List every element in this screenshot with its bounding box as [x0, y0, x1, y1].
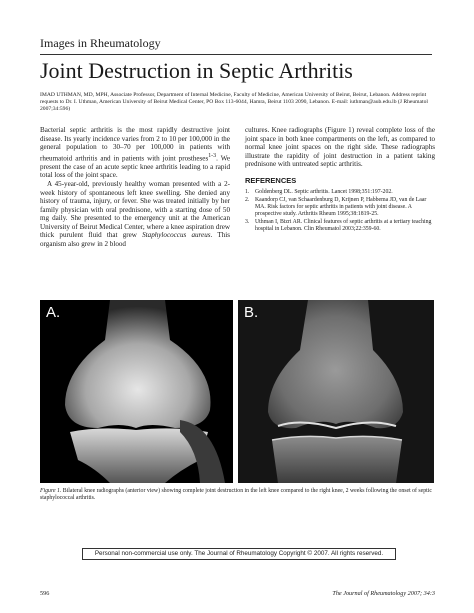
- section-divider: [40, 54, 432, 55]
- copyright-banner: Personal non-commercial use only. The Journal of Rheumatology Copyright © 2007. All rights reserved.: [82, 548, 396, 560]
- reference-item: 1. Goldenberg DL. Septic arthritis. Lancet 1998;351:197-202.: [245, 188, 393, 195]
- right-knee-radiograph: [238, 300, 434, 483]
- reference-item: 3. Uthman I, Bizri AR. Clinical features of septic arthritis at a tertiary teaching hospital in Lebanon. Clin Rheumatol 2003;22:359-60.: [245, 218, 432, 232]
- case-paragraph: A 45-year-old, previously healthy woman presented with a 2-week history of spontaneous left knee swelling. She denied any history of trauma, injury, or fever. She was treated initially by her family physician with oral prednisone, with a starting dose of 50 mg daily. She presented to the emergency unit at the American University of Beirut Medical Center, where a knee aspiration drew thick purulent fluid that grew Staphylococcus aureus. This organism also grew in 2 blood: [40, 179, 230, 249]
- radiograph-panel-b: [238, 300, 434, 483]
- right-column: [245, 126, 435, 234]
- intro-paragraph: Bacterial septic arthritis is the most rapidly destructive joint disease. Its yearly incidence varies from 2 to 10 per 100,000 in the general population to 30–70 per 100,000 in patients with rheumatoid arthritis and in patients with joint prostheses$^{1-3}$. We present the case of an acute septic knee arthritis leading to a rapid total loss of the joint space.: [40, 126, 230, 180]
- radiograph-panel-a: [40, 300, 233, 483]
- journal-citation: The Journal of Rheumatology 2007; 34:3: [332, 590, 435, 597]
- references-list: [245, 189, 435, 233]
- radiograph-paragraph: cultures. Knee radiographs (Figure 1) reveal complete loss of the joint space in both knee compartments on the left, as compared to normal knee joint spaces on the right side. These radiographs illustrate the rapidity of joint destruction in a patient taking prednisone with untreated septic arthritis.: [245, 126, 435, 169]
- article-title: Joint Destruction in Septic Arthritis: [40, 58, 353, 83]
- reference-item: 2. Kaandorp CJ, van Schaardenburg D, Krijnen P, Habbema JD, van de Laar MA. Risk factors for septic arthritis in patients with joint disease. A prospective study. Arthritis Rheum 1995;38:1819-25.: [245, 196, 427, 217]
- references-heading: REFERENCES: [245, 175, 297, 185]
- citation-superscript: 1-3: [208, 152, 217, 159]
- author-info: IMAD UTHMAN, MD, MPH, Associate Professor, Department of Internal Medicine, Faculty of Medicine, American University of Beirut, Beirut, Lebanon. Address reprint requests to Dr. I. Uthman, American University of Beirut Medical Center, PO Box 113-6044, Hamra, Beirut 1103 2090, Lebanon. E-mail: iuthman@aub.edu.lb (J Rheumatol 2007;34:596): [40, 92, 428, 112]
- left-column: [40, 126, 230, 249]
- section-label: Images in Rheumatology: [40, 36, 161, 50]
- panel-label-a: A.: [46, 304, 61, 321]
- page-number: 596: [40, 590, 50, 597]
- figure-caption: Figure 1. Bilateral knee radiographs (anterior view) showing complete joint destruction in the left knee compared to the right knee, 2 weeks following the onset of septic staphylococcal arthritis.: [40, 488, 432, 502]
- left-knee-radiograph: [40, 300, 233, 483]
- organism-name: Staphylococcus aureus: [142, 231, 211, 240]
- panel-label-b: B.: [244, 304, 259, 321]
